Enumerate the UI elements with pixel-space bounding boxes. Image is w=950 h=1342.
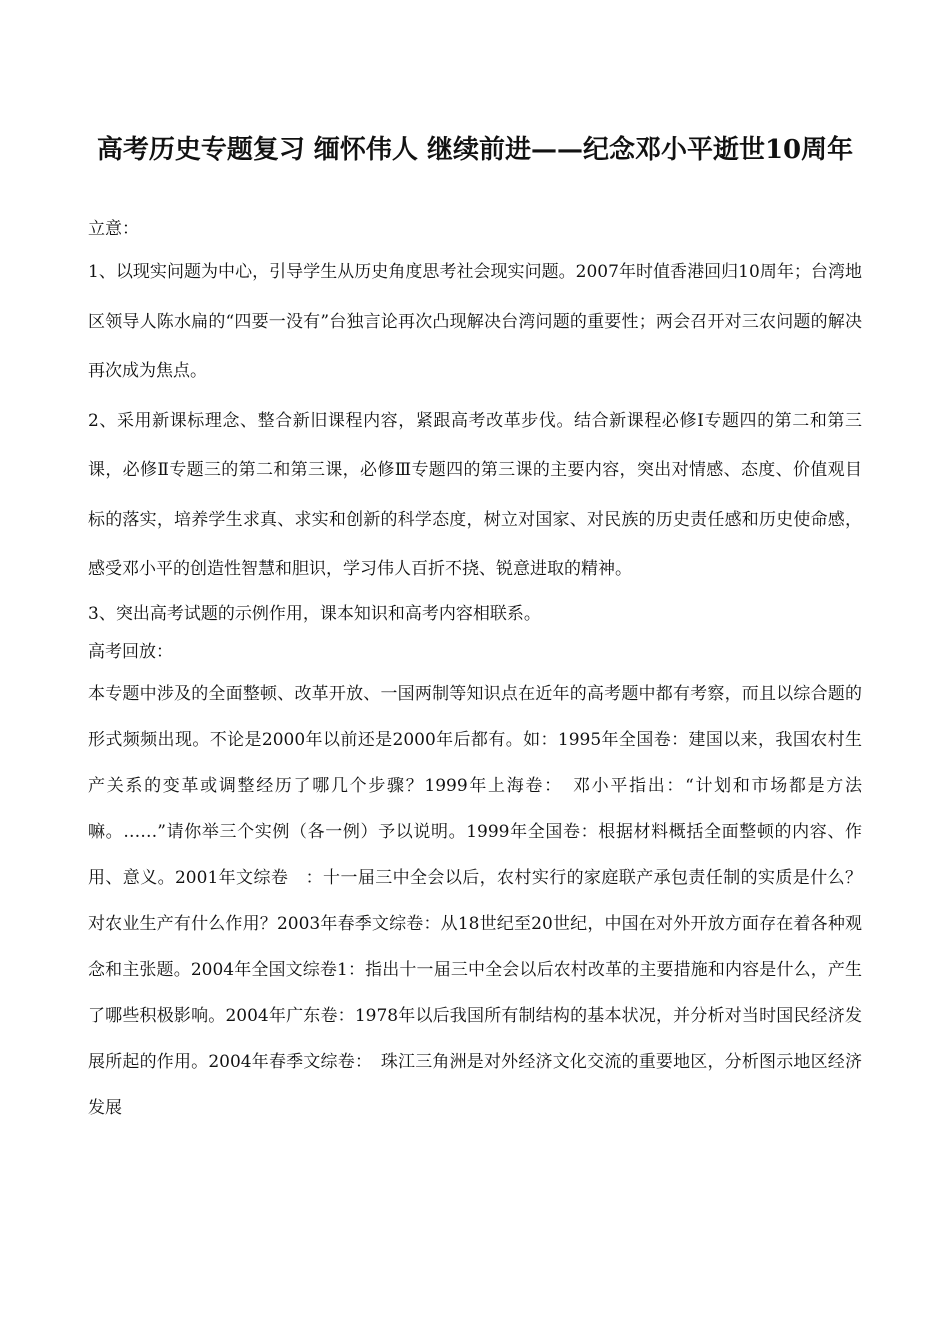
section-heading-review: 高考回放： [88,641,173,662]
intent-item-3: 3、突出高考试题的示例作用，课本知识和高考内容相联系。 [88,603,541,624]
intent-item-1: 1、以现实问题为中心，引导学生从历史角度思考社会现实问题。2007年时值香港回归10周年；台湾地区领导人陈水扁的“四要一没有”台独言论再次凸现解决台湾问题的重要性；两会召开对三农问题的解决再次成为焦点。 [88,262,862,381]
document-title: 高考历史专题复习 缅怀伟人 继续前进——纪念邓小平逝世10周年 [96,135,854,165]
document-body [88,210,862,1131]
intent-item-2: 2、采用新课标理念、整合新旧课程内容，紧跟高考改革步伐。结合新课程必修Ⅰ专题四的第二和第三课，必修Ⅱ专题三的第二和第三课，必修Ⅲ专题四的第三课的主要内容，突出对情感、态度、价值观目标的落实，培养学生求真、求实和创新的科学态度，树立对国家、对民族的历史责任感和历史使命感，感受邓小平的创造性智慧和胆识，学习伟人百折不挠、锐意进取的精神。 [88,410,862,579]
section-heading-intent: 立意： [88,219,139,239]
review-paragraph: 本专题中涉及的全面整顿、改革开放、一国两制等知识点在近年的高考题中都有考察，而且以综合题的形式频频出现。不论是2000年以前还是2000年后都有。如：1995年全国卷：建国以来，我国农村生产关系的变革或调整经历了哪几个步骤？1999年上海卷： 邓小平指出：“计划和市场都是方法嘛。……”请你举三个实例（各一例）予以说明。1999年全国卷：根据材料概括全面整顿的内容、作用、意义。2001年文综卷 ：十一届三中全会以后，农村实行的家庭联产承包责任制的实质是什么？对农业生产有什么作用？2003年春季文综卷：从18世纪至20世纪，中国在对外开放方面存在着各种观念和主张题。2004年全国文综卷1：指出十一届三中全会以后农村改革的主要措施和内容是什么，产生了哪些积极影响。2004年广东卷：1978年以后我国所有制结构的基本状况，并分析对当时国民经济发展所起的作用。2004年春季文综卷： 珠江三角洲是对外经济文化交流的重要地区，分析图示地区经济发展 [88,683,862,1118]
